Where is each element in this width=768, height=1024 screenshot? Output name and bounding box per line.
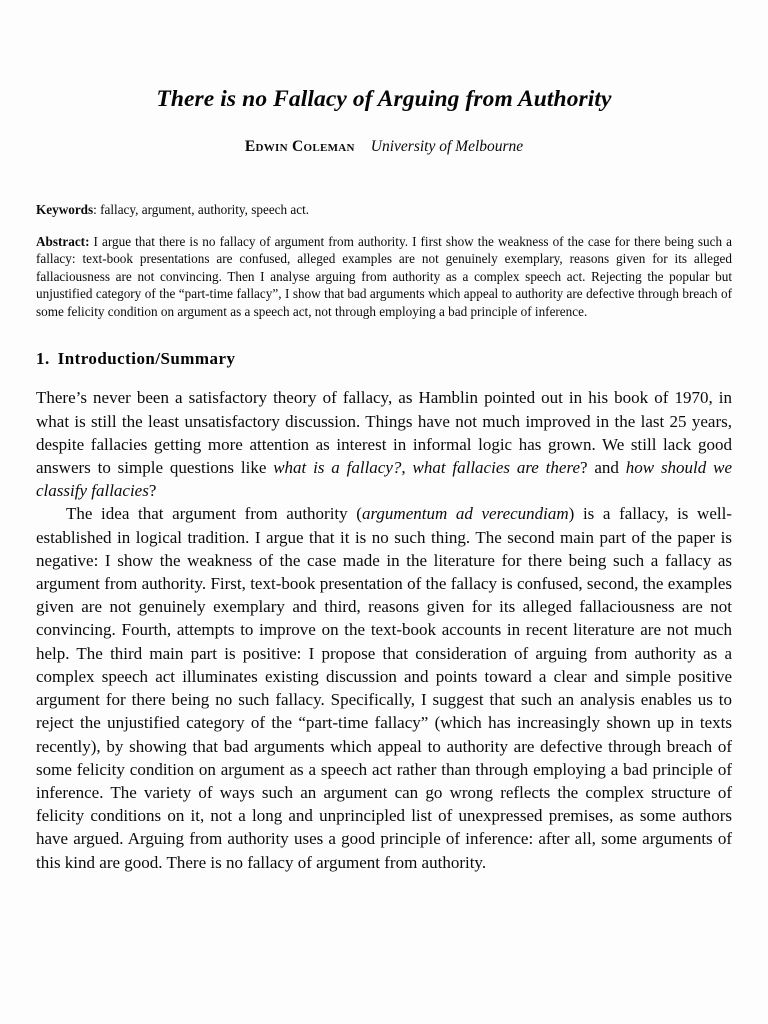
body-copy (36, 386, 732, 873)
paragraph-2-italic-1: argumentum ad verecundiam (361, 504, 569, 524)
paragraph-2 (36, 502, 732, 873)
keywords-label: Keywords (36, 201, 94, 217)
section-number: 1. (36, 349, 50, 369)
metadata-block (36, 201, 732, 321)
section-title: Introduction/Summary (57, 349, 236, 369)
paragraph-1-italic-2: what fallacies are there (412, 458, 580, 478)
paragraph-1-italic-3: how should we classify fallacies (36, 458, 733, 501)
paragraph-1-text-c: ? and (580, 458, 626, 478)
abstract-label: Abstract: (36, 233, 90, 249)
paragraph-2-text-a: The idea that argument from authority ( (66, 504, 362, 524)
author-line (36, 138, 732, 157)
keywords-separator: : (93, 201, 101, 217)
paragraph-2-text-b: ) is a fallacy, is well-established in logical tradition. I argue that it is no such thing. The second main part of the paper is negative: I show the weakness of the case made in the literature for there being such a fallacy as argument from authority. First, text-book presentation of the fallacy is confused, second, the examples given are not genuinely exemplary and third, reasons given for its alleged fallaciousness are not convincing. Fourth, attempts to improve on the text-book accounts in recent literature are not much help. The third main part is positive: I propose that consideration of arguing from authority as a complex speech act illuminates existing discussion and points toward a clear and simple positive argument for there being no such fallacy. Specifically, I suggest that such an analysis enables us to reject the unjustified category of the “part-time fallacy” (which has increasingly shown up in texts recently), by showing that bad arguments which appeal to authority are defective through breach of some felicity condition on argument as a speech act rather than through employing a bad principle of inference. The variety of ways such an argument can go wrong reflects the complex structure of felicity conditions on it, not a long and unprincipled list of unexpressed premises, as some authors have argued. Arguing from authority uses a good principle of inference: after all, some arguments of this kind are good. There is no fallacy of argument from authority. (36, 504, 732, 872)
paragraph-1-italic-1: what is a fallacy? (273, 458, 402, 478)
keywords-line (36, 201, 732, 219)
author-affiliation: University of Melbourne (370, 138, 524, 156)
section-heading (36, 349, 732, 369)
paragraph-1-text-d: ? (148, 481, 157, 501)
keywords-value: fallacy, argument, authority, speech act. (100, 201, 310, 217)
title-block (36, 0, 732, 157)
paragraph-1 (36, 386, 732, 502)
paragraph-1-text-a: There’s never been a satisfactory theory of fallacy, as Hamblin pointed out in his book of 1970, in what is still the least unsatisfactory discussion. Things have not much improved in the last 25 years, despite fallacies getting more attention as interest in informal logic has grown. We still lack good answers to simple questions like (36, 388, 732, 478)
abstract-paragraph (36, 233, 732, 321)
abstract-text: I argue that there is no fallacy of argument from authority. I first show the weakness of the case for there being such a fallacy: text-book presentations are confused, alleged examples are not genuinely exemplary, reasons given for its alleged fallaciousness are not convincing. Then I analyse arguing from authority as a complex speech act. Rejecting the popular but unjustified category of the “part-time fallacy”, I show that bad arguments which appeal to authority are defective through breach of some felicity condition on argument as a speech act, not through employing a bad principle of inference. (36, 233, 732, 319)
paragraph-1-text-b: , (401, 458, 413, 478)
page-title: There is no Fallacy of Arguing from Authority (156, 86, 612, 112)
author-name: Edwin Coleman (244, 138, 355, 156)
